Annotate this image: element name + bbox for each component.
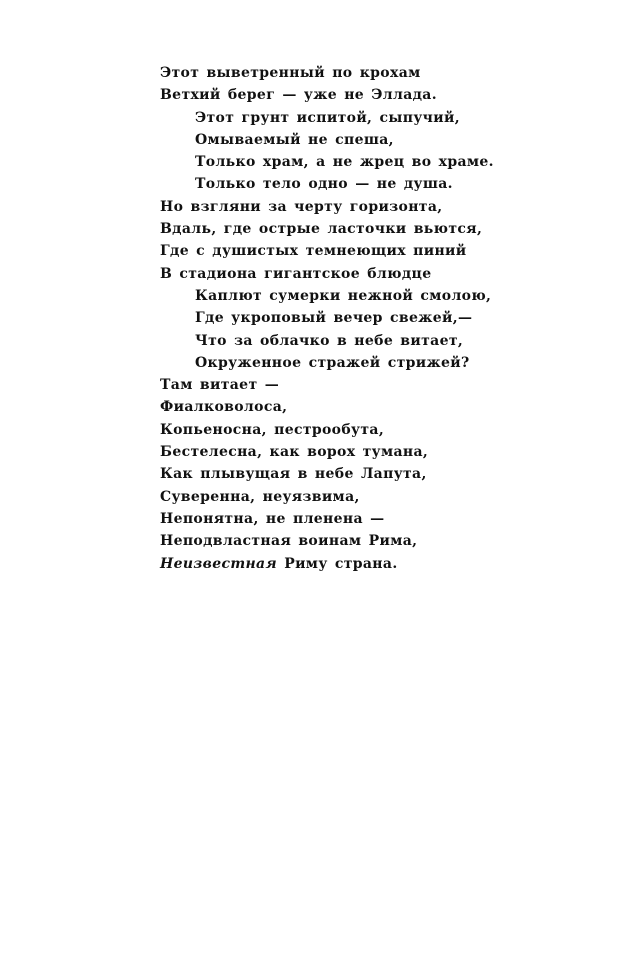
poem [160,62,600,575]
poem-line: Омываемый не спеша, [195,131,394,148]
poem-line: Этот выветренный по крохам [160,65,421,81]
poem-line: Как плывущая в небе Лапута, [160,466,427,483]
poem-line: Только тело одно — не душа. [195,176,453,193]
poem-line: Бестелесна, как ворох тумана, [160,444,429,461]
poem-line: Вдаль, где острые ласточки вьются, [160,221,483,238]
poem-line: Этот грунт испитой, сыпучий, [195,109,460,126]
poem-line: Суверенна, неуязвима, [160,488,360,505]
poem-line: Ветхий берег — уже не Эллада. [160,87,437,104]
poem-line: Где укроповый вечер свежей,— [195,310,473,327]
poem-line: Где с душистых темнеющих пиний [160,243,467,260]
poem-line: Каплют сумерки нежной смолою, [195,287,492,304]
poem-line: Копьеносна, пестрообута, [160,421,385,438]
poem-line: Но взгляни за черту горизонта, [160,198,443,215]
poem-line: Что за облачко в небе витает, [195,332,464,349]
poem-line: В стадиона гигантское блюдце [160,265,432,282]
poem-line: Неподвластная воинам Рима, [160,533,418,550]
poem-line: Там витает — [160,377,280,394]
poem-line: Только храм, а не жрец во храме. [195,154,494,171]
poem-line: Окруженное стражей стрижей? [195,354,470,371]
poem-italic-word: Неизвестная [160,555,277,572]
poem-line: Непонятна, не пленена — [160,510,385,527]
poem-last-line-rest: Риму страна. [276,555,398,572]
poem-last-line [160,553,600,575]
poem-line: Фиалковолоса, [160,399,288,416]
